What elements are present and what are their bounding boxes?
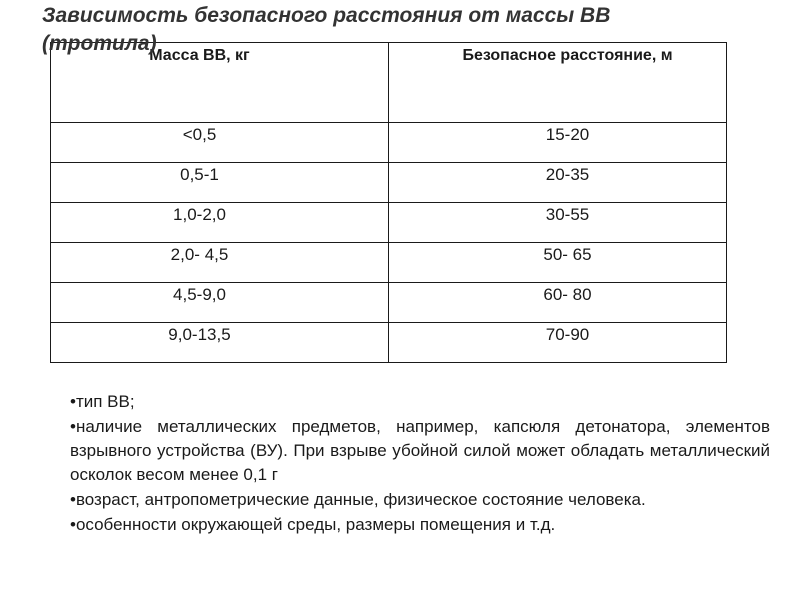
list-item: •возраст, антропометрические данные, физическое состояние человека. <box>70 490 646 509</box>
cell-distance: 15-20 <box>389 123 727 163</box>
slide-title <box>42 2 742 58</box>
factors-list <box>70 390 770 538</box>
table-row <box>51 123 727 163</box>
cell-mass: 9,0-13,5 <box>51 323 389 363</box>
table-row <box>51 163 727 203</box>
cell-mass: <0,5 <box>51 123 389 163</box>
slide-title-line-2: (тротила) <box>42 32 157 55</box>
list-item: •тип ВВ; <box>70 392 135 411</box>
cell-distance: 20-35 <box>389 163 727 203</box>
table-row <box>51 203 727 243</box>
slide-title-line-1: Зависимость безопасного расстояния от массы ВВ <box>42 4 611 27</box>
table-row <box>51 283 727 323</box>
list-item: •наличие металлических предметов, например, капсюля детонатора, элементов взрывного устройства (ВУ). При взрыве убойной силой может обладать металлический осколок весом менее 0,1 г <box>70 417 770 484</box>
header-mass: Масса ВВ, кг <box>51 43 389 123</box>
cell-mass: 1,0-2,0 <box>51 203 389 243</box>
list-item: •особенности окружающей среды, размеры помещения и т.д. <box>70 515 556 534</box>
cell-distance: 60- 80 <box>389 283 727 323</box>
cell-distance: 70-90 <box>389 323 727 363</box>
safe-distance-table <box>50 42 727 363</box>
cell-mass: 0,5-1 <box>51 163 389 203</box>
table-row <box>51 243 727 283</box>
cell-mass: 4,5-9,0 <box>51 283 389 323</box>
header-safe-distance: Безопасное расстояние, м <box>389 43 727 123</box>
cell-distance: 50- 65 <box>389 243 727 283</box>
table-row <box>51 323 727 363</box>
cell-distance: 30-55 <box>389 203 727 243</box>
cell-mass: 2,0- 4,5 <box>51 243 389 283</box>
